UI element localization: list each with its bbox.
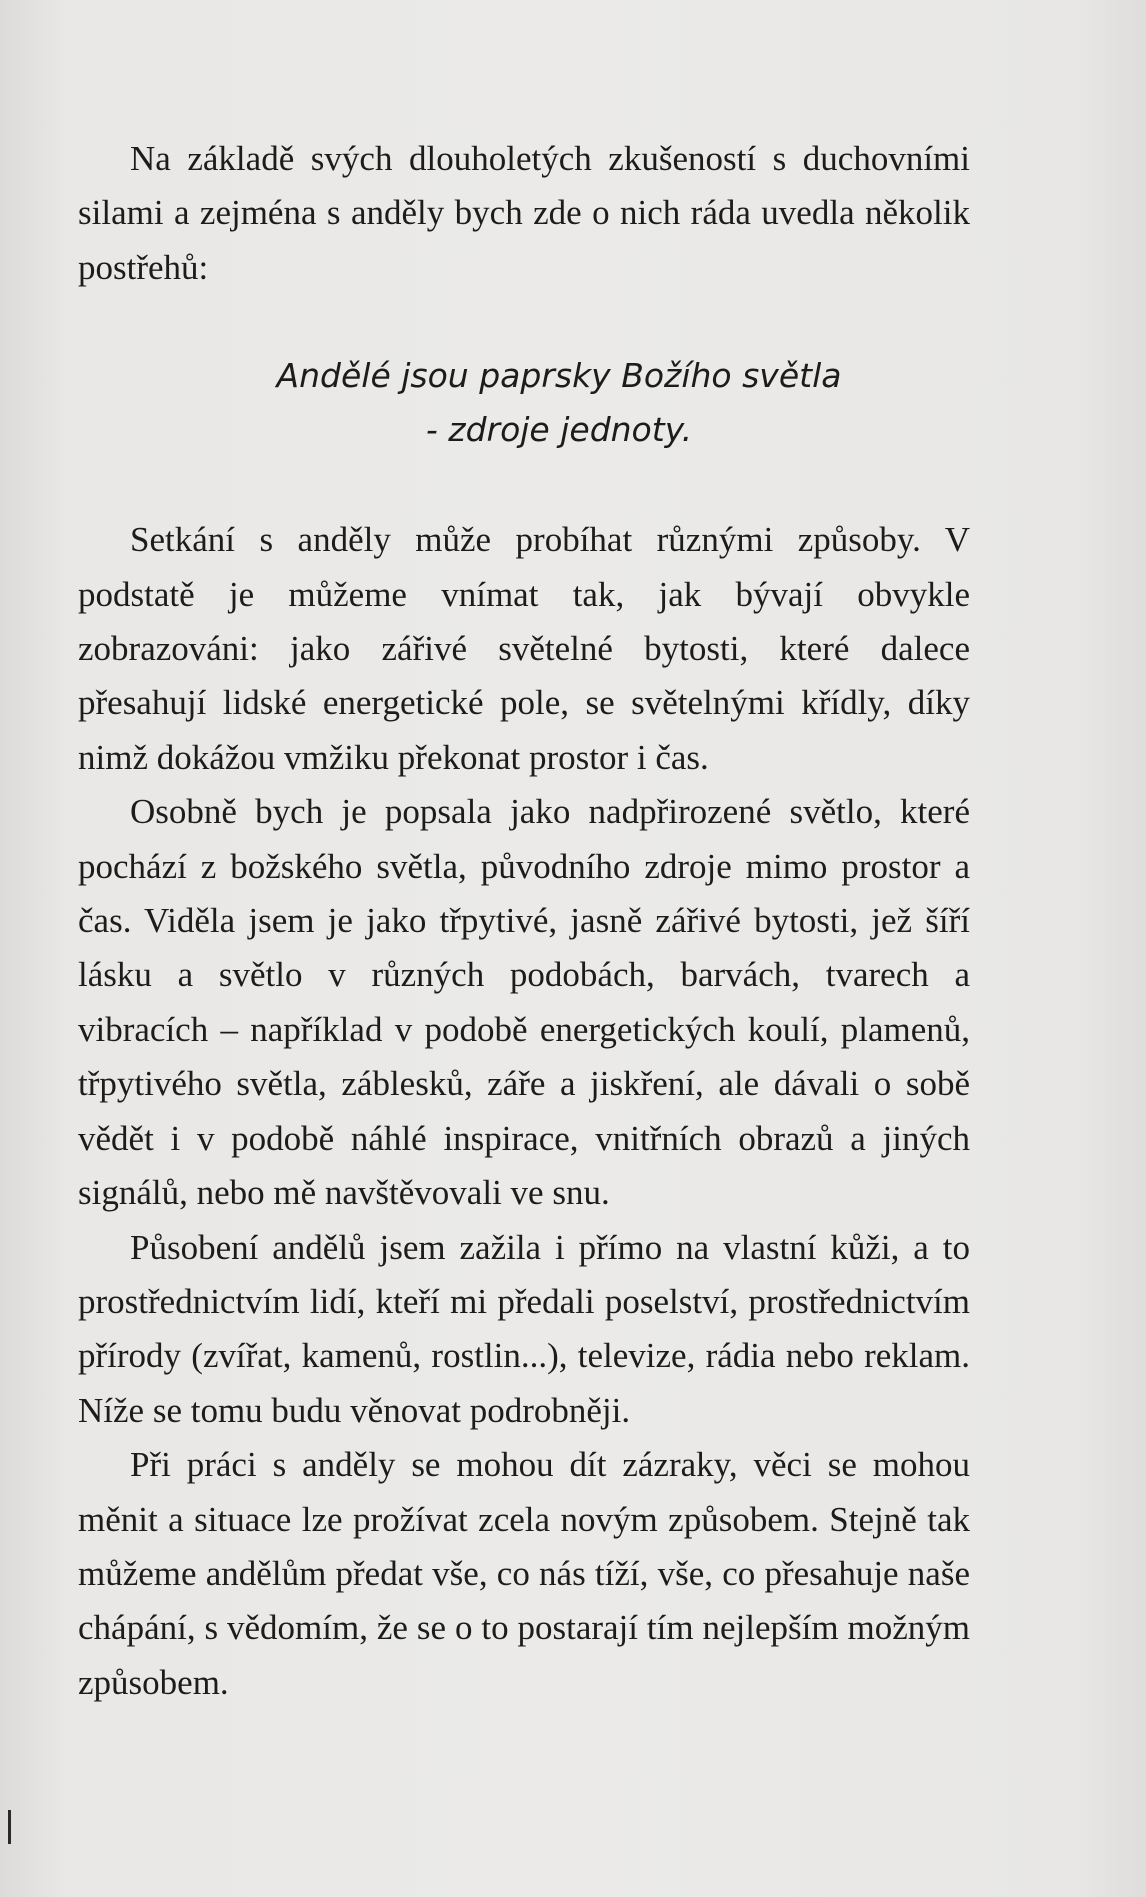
- paragraph-2: Osobně bych je popsala jako nadpřirozené světlo, které pochází z božského světla, původního zdroje mimo prostor a čas. Viděla jsem je jako třpytivé, jasně zářivé bytosti, jež šíří lásku a světlo v různých podobách, barvách, tvarech a vibracích – například v podobě energetických koulí, plamenů, třpytivého světla, záblesků, záře a jiskření, ale dávali o sobě vědět i v podobě náhlé inspirace, vnitřních obrazů a jiných signálů, nebo mě navštěvovali ve snu.: [78, 792, 970, 1213]
- paragraph-intro: Na základě svých dlouholetých zkušeností s duchovními silami a zejména s anděly bych zde o nich ráda uvedla několik postřehů:: [78, 139, 970, 287]
- margin-mark: [8, 1810, 11, 1844]
- paragraph-1: Setkání s anděly může probíhat různými způsoby. V podstatě je můžeme vnímat tak, jak bývají obvykle zobrazováni: jako zářivé světelné bytosti, které dalece přesahují lidské energetické pole, se světelnými křídly, díky nimž dokážou vmžiku překonat prostor i čas.: [78, 520, 970, 777]
- quote-line-1: Andělé jsou paprsky Božího světla: [276, 356, 842, 396]
- paragraph-3: Působení andělů jsem zažila i přímo na vlastní kůži, a to prostřednictvím lidí, kteří mi předali poselství, prostřednictvím přírody (zvířat, kamenů, rostlin...), televize, rádia nebo reklam. Níže se tomu budu věnovat podrobněji.: [78, 1227, 970, 1430]
- italic-quote: [78, 349, 970, 457]
- quote-line-2: - zdroje jednoty.: [425, 410, 693, 450]
- page-text: [78, 132, 970, 1710]
- paragraph-4: Při práci s anděly se mohou dít zázraky, věci se mohou měnit a situace lze prožívat zcela novým způsobem. Stejně tak můžeme andělům předat vše, co nás tíží, vše, co přesahuje naše chápání, s vědomím, že se o to postarají tím nejlepším možným způsobem.: [78, 1445, 970, 1702]
